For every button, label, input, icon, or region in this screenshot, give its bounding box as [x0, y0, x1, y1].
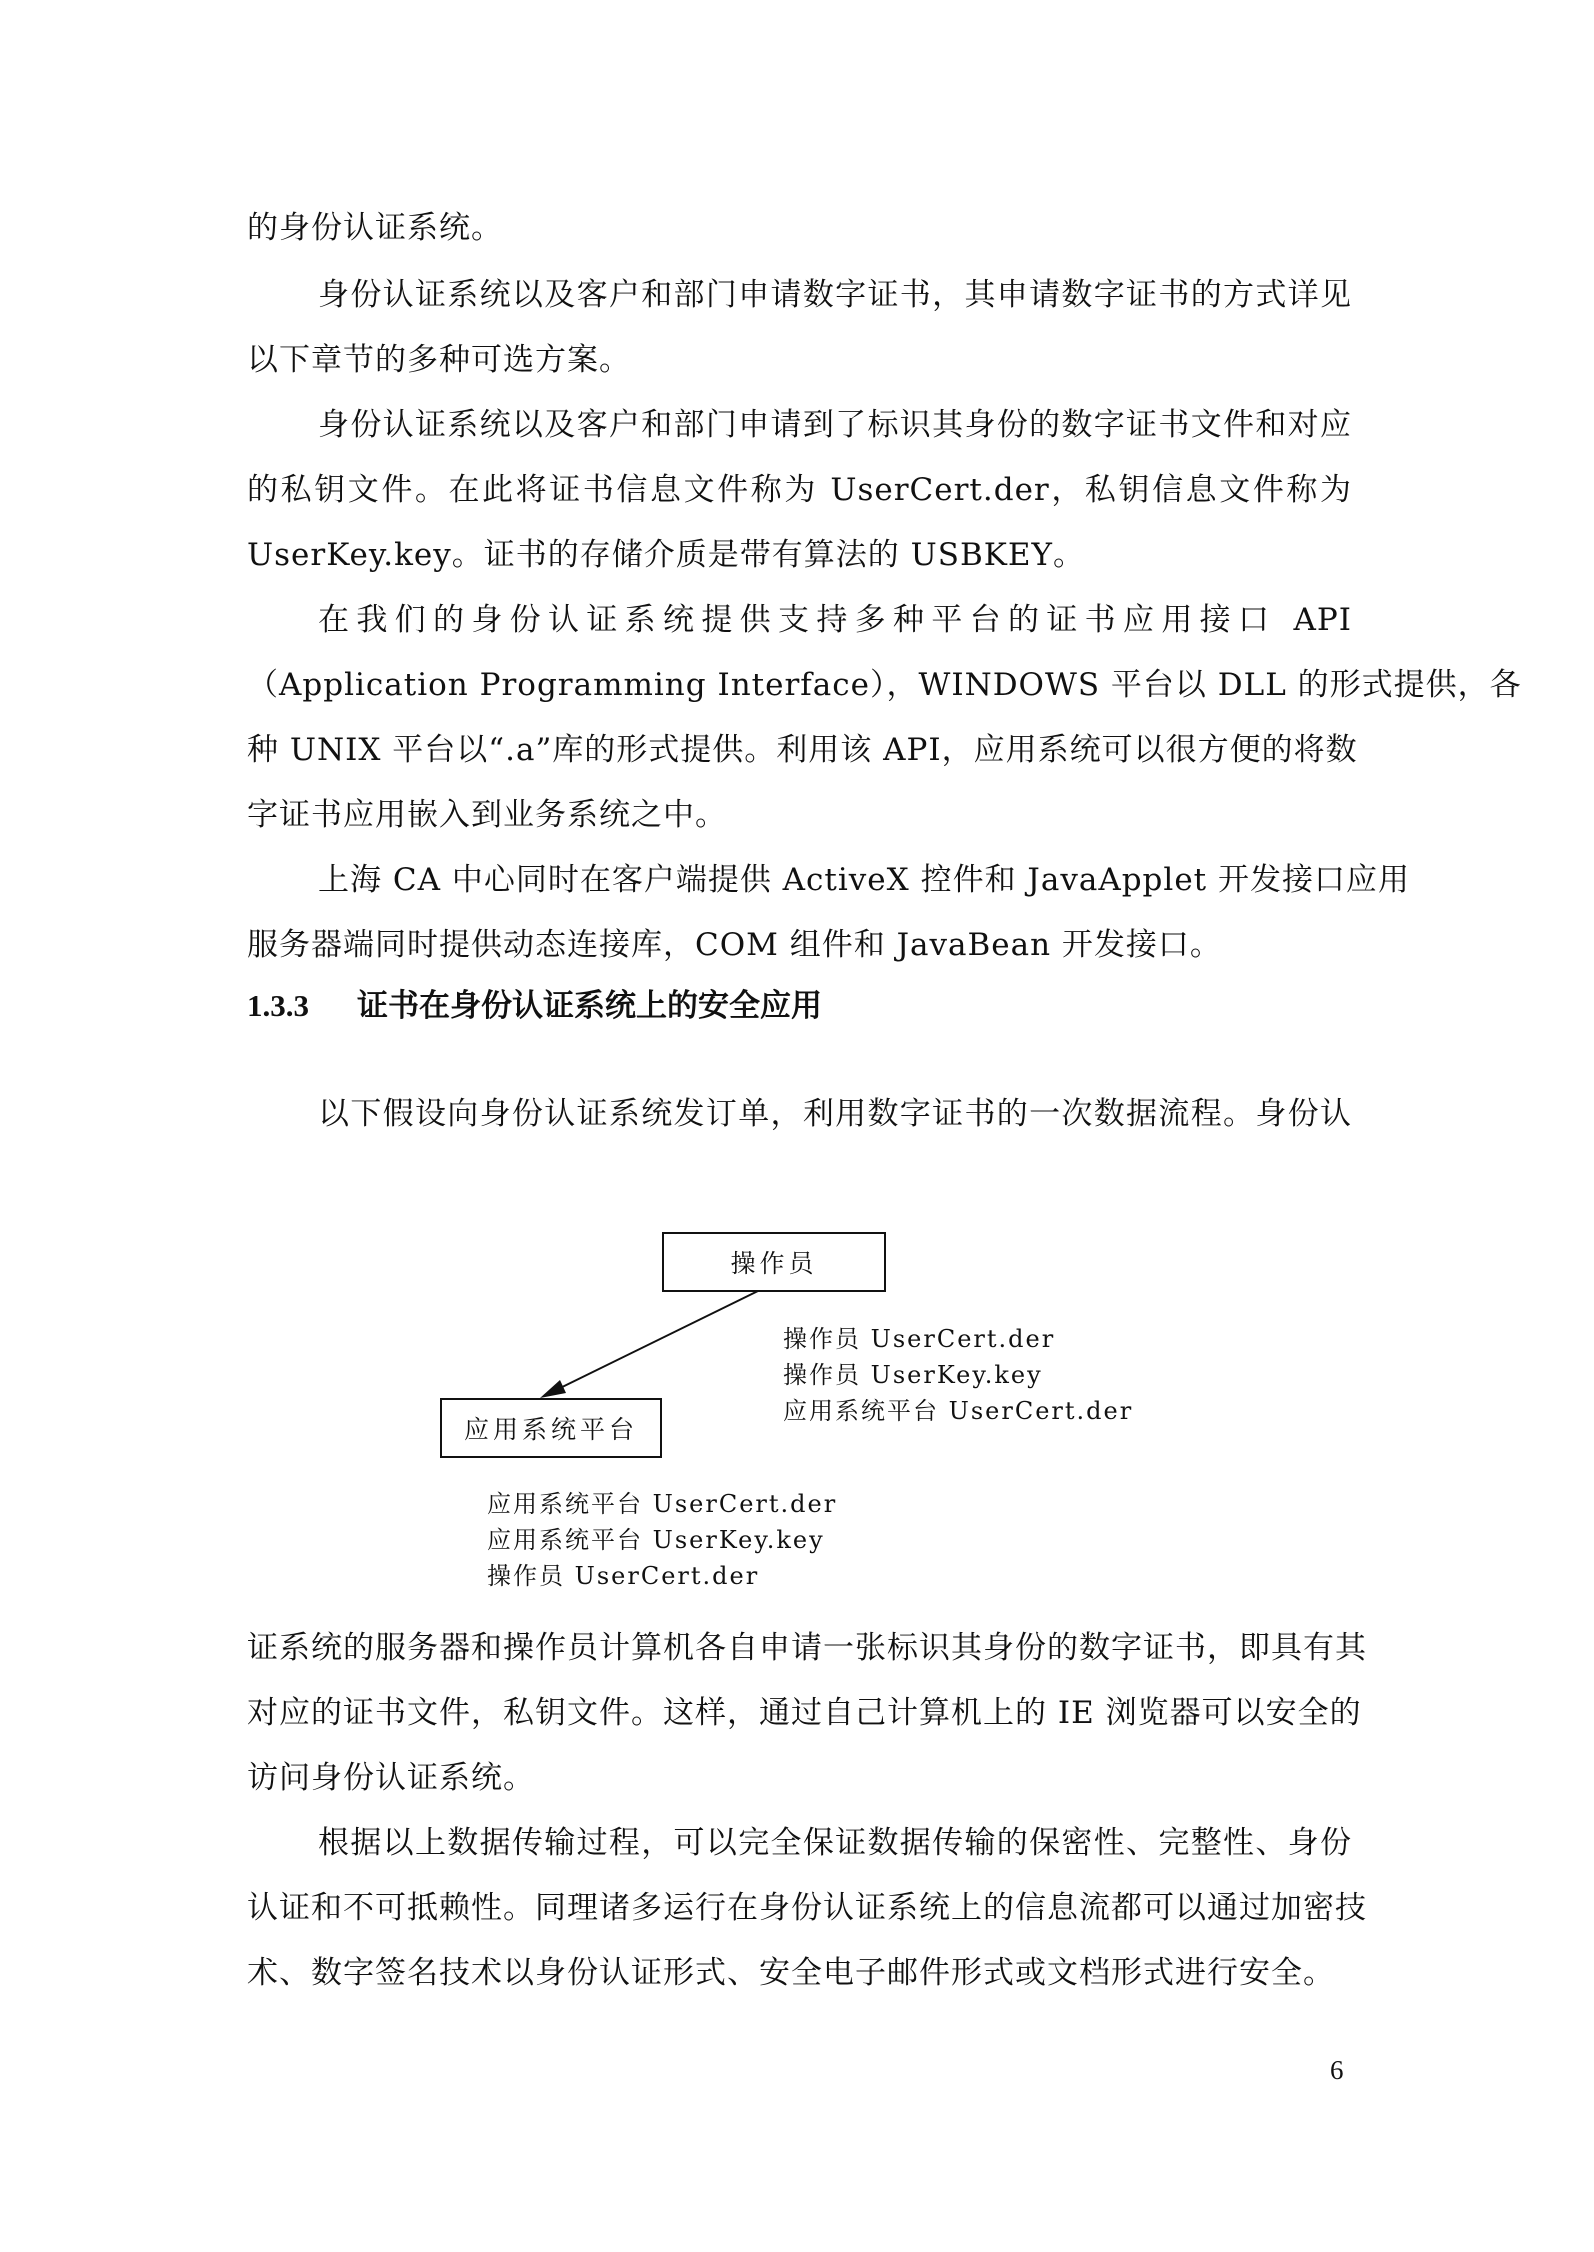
platform-file-label: 应用系统平台 UserKey.key	[487, 1526, 825, 1554]
operator-file-label: 操作员 UserKey.key	[783, 1361, 1043, 1389]
paragraph-line: 根据以上数据传输过程，可以完全保证数据传输的保密性、完整性、身份	[318, 1825, 1352, 1861]
paragraph-line: 术、数字签名技术以身份认证形式、安全电子邮件形式或文档形式进行安全。	[247, 1955, 1335, 1991]
paragraph-line: 身份认证系统以及客户和部门申请到了标识其身份的数字证书文件和对应	[318, 407, 1352, 443]
paragraph-line: 以下假设向身份认证系统发订单，利用数字证书的一次数据流程。身份认	[318, 1096, 1352, 1132]
paragraph-line: 在我们的身份认证系统提供支持多种平台的证书应用接口 API	[318, 602, 1352, 638]
platform-file-label: 应用系统平台 UserCert.der	[487, 1490, 838, 1518]
paragraph-line: 上海 CA 中心同时在客户端提供 ActiveX 控件和 JavaApplet 开发接口应用	[318, 862, 1410, 898]
paragraph-line: 身份认证系统以及客户和部门申请数字证书，其申请数字证书的方式详见	[318, 277, 1352, 313]
paragraph-line: 以下章节的多种可选方案。	[247, 342, 631, 378]
platform-file-label: 操作员 UserCert.der	[487, 1562, 760, 1590]
flow-arrow-head	[540, 1380, 566, 1398]
paragraph-line: 认证和不可抵赖性。同理诸多运行在身份认证系统上的信息流都可以通过加密技	[247, 1890, 1367, 1926]
paragraph-line: （Application Programming Interface），WINDOWS 平台以 DLL 的形式提供，各	[247, 667, 1522, 703]
platform-box: 应用系统平台	[440, 1398, 662, 1458]
paragraph-line: 对应的证书文件，私钥文件。这样，通过自己计算机上的 IE 浏览器可以安全的	[247, 1695, 1362, 1731]
paragraph-line: 的私钥文件。在此将证书信息文件称为 UserCert.der，私钥信息文件称为	[247, 472, 1352, 508]
paragraph-line: 种 UNIX 平台以“.a”库的形式提供。利用该 API，应用系统可以很方便的将数	[247, 732, 1358, 768]
paragraph-line: UserKey.key。证书的存储介质是带有算法的 USBKEY。	[247, 537, 1086, 573]
section-number: 1.3.3	[247, 988, 309, 1023]
section-heading	[247, 986, 822, 1026]
flow-arrow-line	[550, 1290, 760, 1393]
paragraph-line: 证系统的服务器和操作员计算机各自申请一张标识其身份的数字证书，即具有其	[247, 1630, 1367, 1666]
section-title: 证书在身份认证系统上的安全应用	[357, 988, 822, 1023]
paragraph-line: 字证书应用嵌入到业务系统之中。	[247, 797, 727, 833]
page-number: 6	[1330, 2055, 1344, 2085]
operator-file-label: 应用系统平台 UserCert.der	[783, 1397, 1134, 1425]
operator-file-label: 操作员 UserCert.der	[783, 1325, 1056, 1353]
paragraph-line: 访问身份认证系统。	[247, 1760, 535, 1796]
paragraph-line: 的身份认证系统。	[247, 210, 503, 246]
paragraph-line: 服务器端同时提供动态连接库，COM 组件和 JavaBean 开发接口。	[247, 927, 1222, 963]
operator-box: 操作员	[662, 1232, 886, 1292]
